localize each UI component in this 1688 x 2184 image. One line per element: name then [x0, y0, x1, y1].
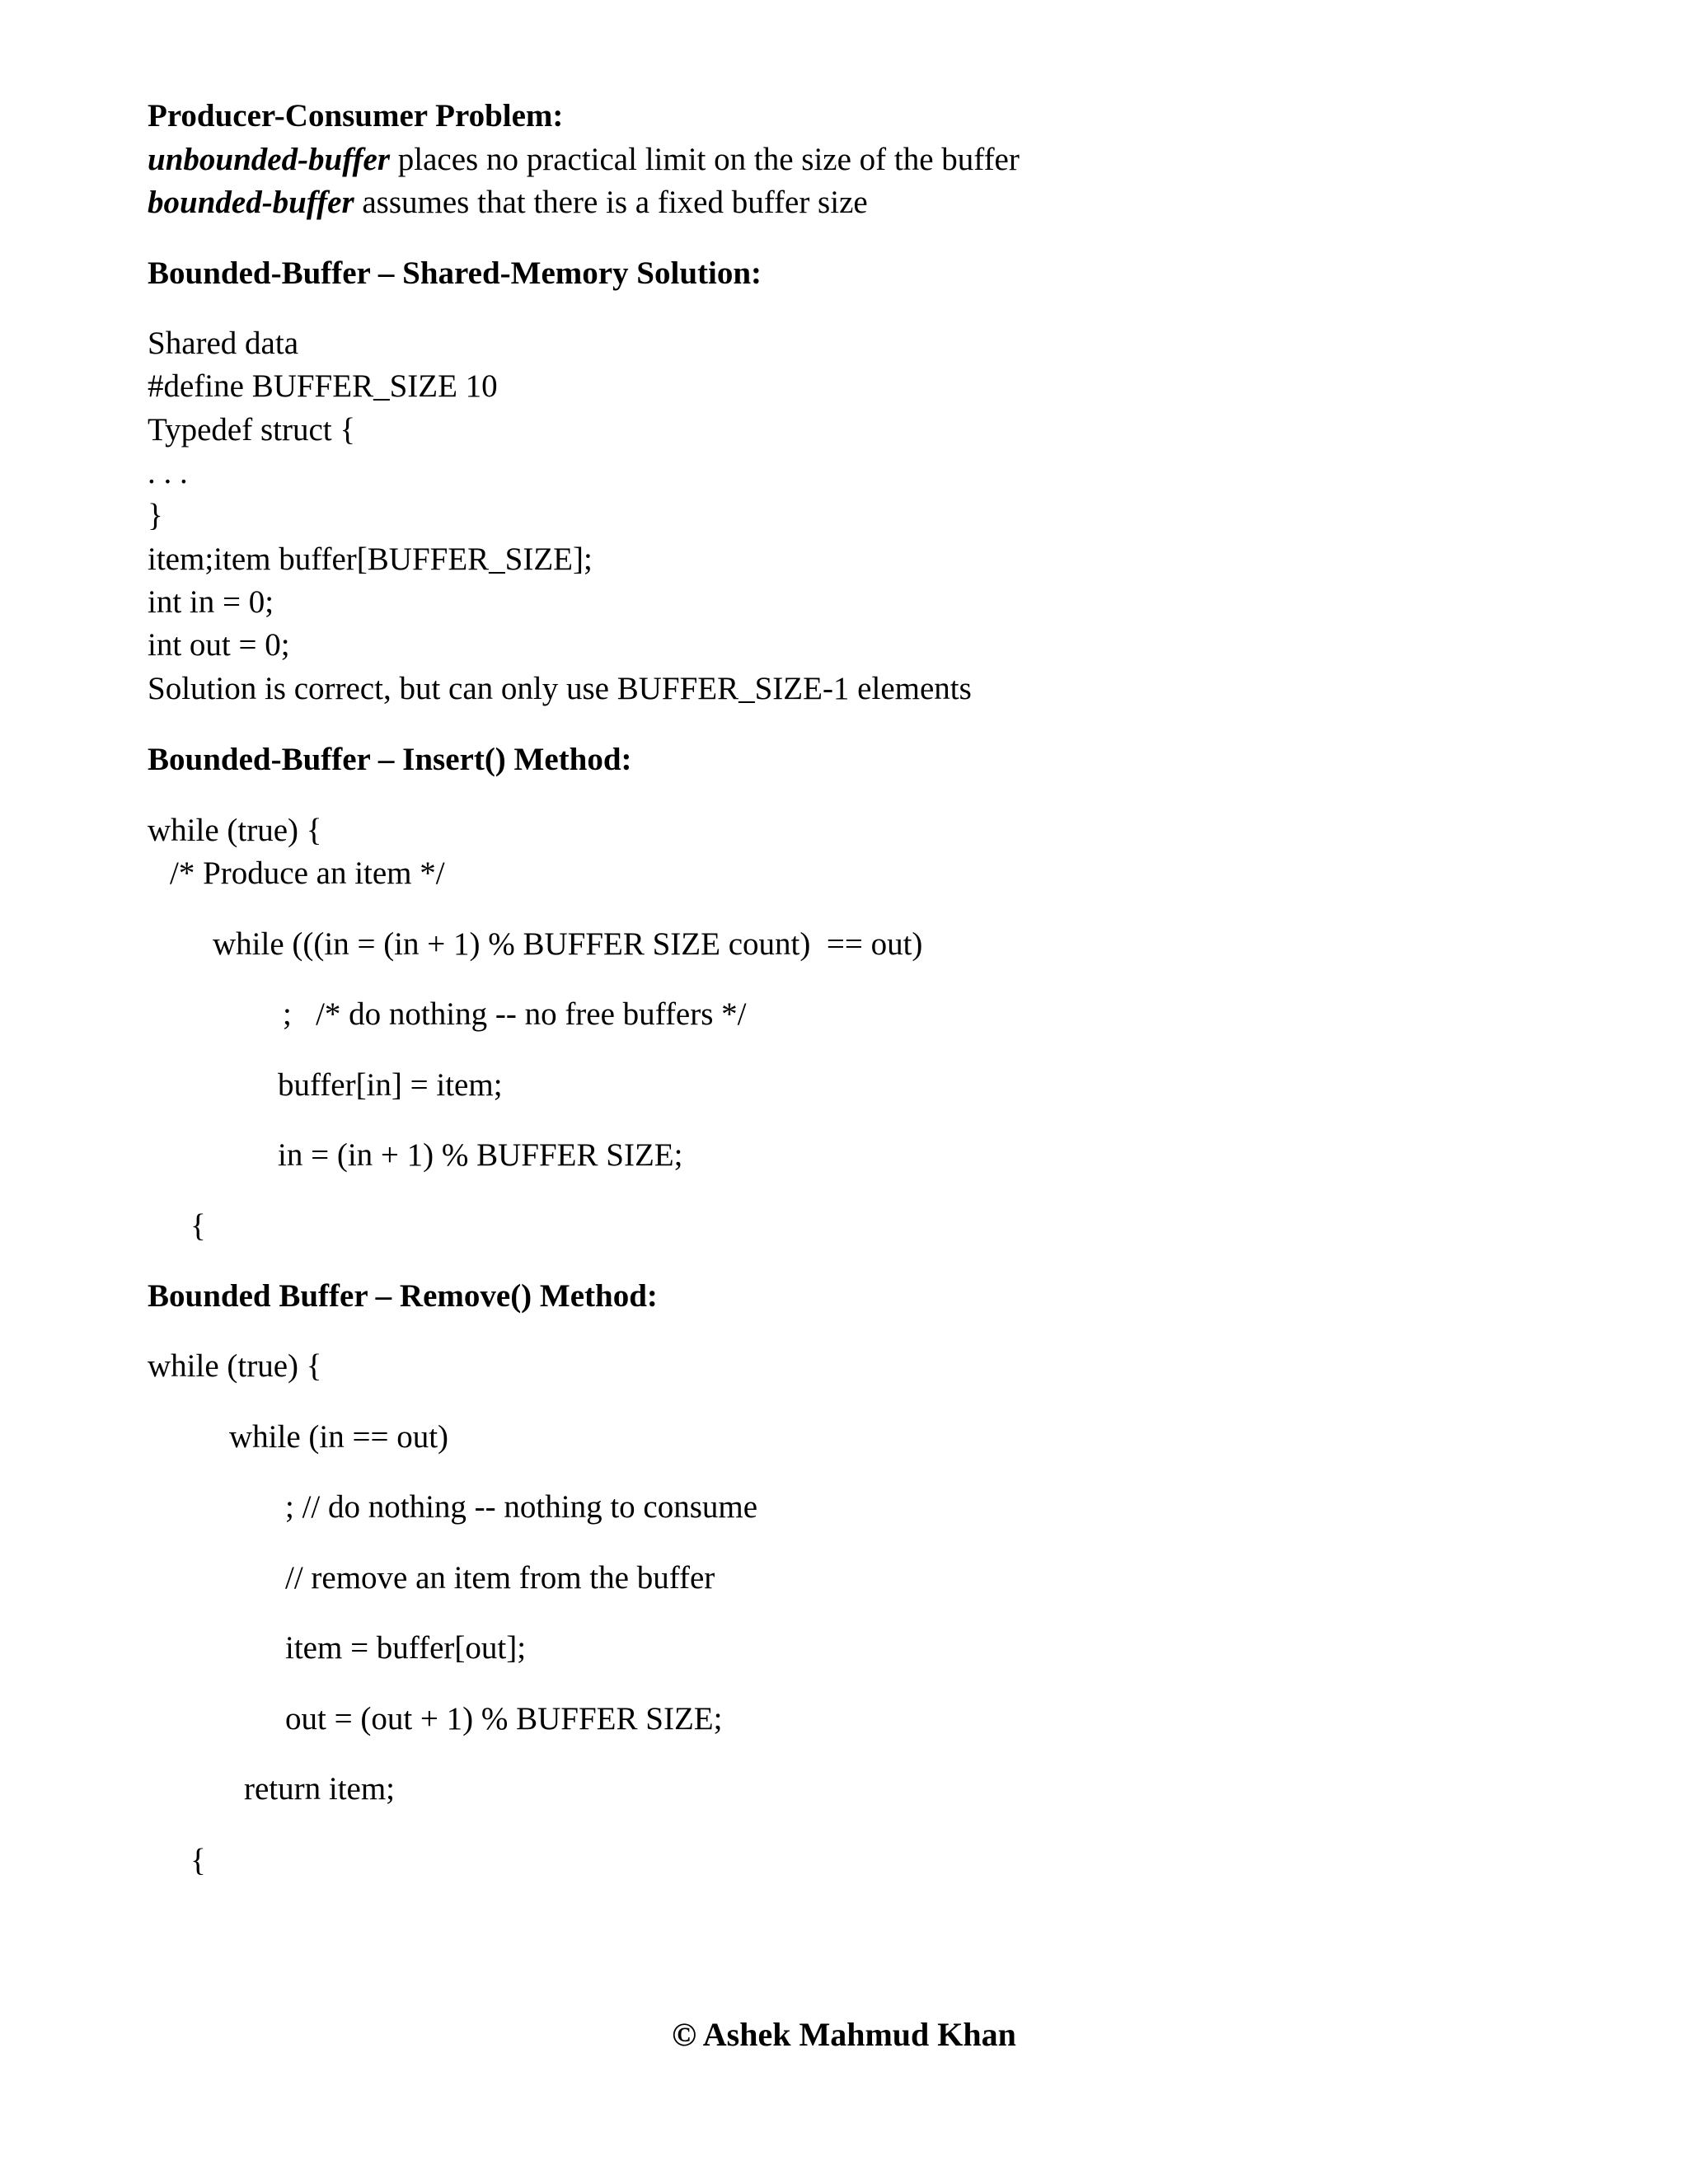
insert-code-line: { [190, 1208, 206, 1244]
item-buffer-line: item;item buffer[BUFFER_SIZE]; [148, 541, 593, 577]
remove-code-line: // remove an item from the buffer [285, 1560, 715, 1596]
shared-data-line: Shared data [148, 326, 299, 361]
insert-code-line: buffer[in] = item; [278, 1067, 503, 1103]
copyright-footer: © Ashek Mahmud Khan [672, 2016, 1016, 2053]
remove-code-line: { [190, 1843, 206, 1878]
insert-code-line: ; /* do nothing -- no free buffers */ [283, 996, 747, 1032]
bounded-buffer-line [148, 183, 868, 223]
insert-code-line: while (true) { [148, 813, 322, 848]
insert-code-line: in = (in + 1) % BUFFER SIZE; [278, 1137, 683, 1173]
unbounded-desc: places no practical limit on the size of the buffer [390, 142, 1020, 177]
struct-close-line: } [148, 498, 163, 533]
remove-code-line: while (in == out) [229, 1419, 449, 1455]
int-out-line: int out = 0; [148, 627, 290, 663]
bounded-term: bounded-buffer [148, 185, 354, 220]
remove-code-line: ; // do nothing -- nothing to consume [285, 1489, 758, 1525]
remove-code-line: out = (out + 1) % BUFFER SIZE; [285, 1701, 723, 1736]
remove-code-line: while (true) { [148, 1348, 322, 1384]
ellipsis-line: . . . [148, 455, 188, 490]
bounded-desc: assumes that there is a fixed buffer size [354, 185, 868, 220]
remove-code-line: item = buffer[out]; [285, 1630, 527, 1666]
typedef-line: Typedef struct { [148, 412, 356, 448]
intro-title: Producer-Consumer Problem: [148, 98, 564, 134]
insert-code-line: while (((in = (in + 1) % BUFFER SIZE count) == out) [213, 926, 923, 962]
unbounded-term: unbounded-buffer [148, 142, 391, 177]
int-in-line: int in = 0; [148, 584, 274, 620]
insert-method-heading: Bounded-Buffer – Insert() Method: [148, 742, 632, 777]
insert-code-line: /* Produce an item */ [170, 855, 445, 891]
remove-method-heading: Bounded Buffer – Remove() Method: [148, 1278, 658, 1314]
unbounded-buffer-line [148, 140, 1020, 180]
solution-note-line: Solution is correct, but can only use BUFFER_SIZE-1 elements [148, 671, 972, 706]
define-line: #define BUFFER_SIZE 10 [148, 368, 498, 404]
remove-code-line: return item; [244, 1771, 396, 1807]
shared-memory-heading: Bounded-Buffer – Shared-Memory Solution: [148, 255, 762, 291]
